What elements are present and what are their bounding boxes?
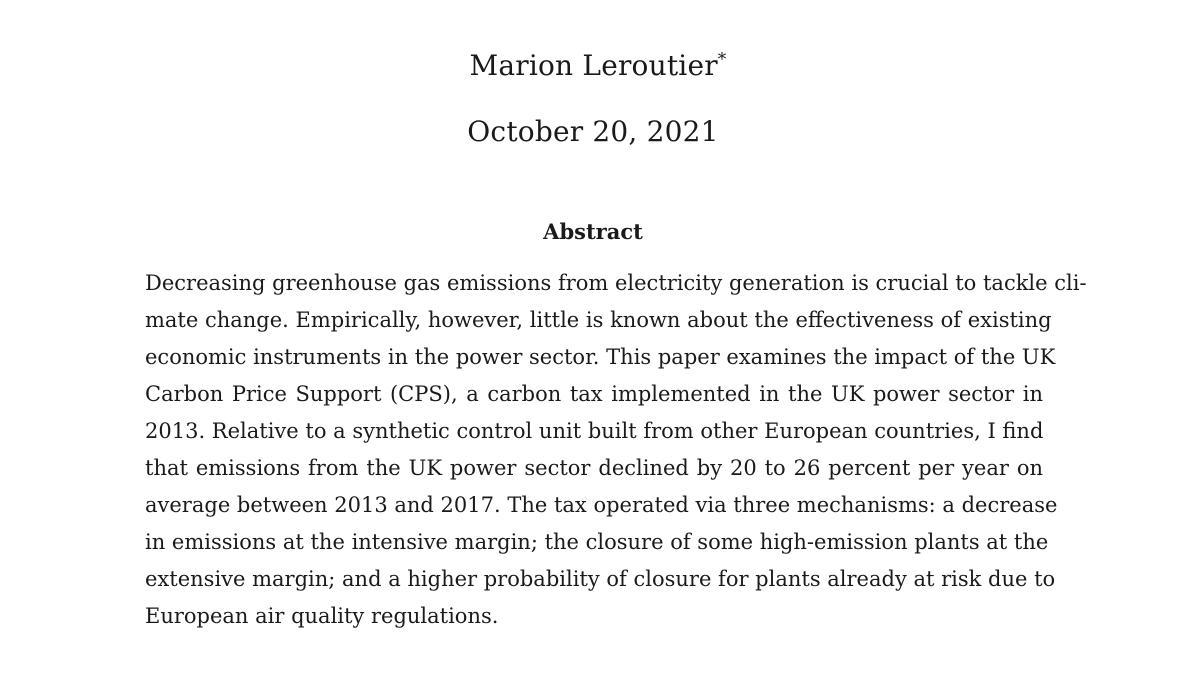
abstract-line: Decreasing greenhouse gas emissions from electricity generation is crucial to tackle cli- xyxy=(145,271,1087,295)
abstract-line: mate change. Empirically, however, little is known about the effectiveness of existing xyxy=(145,308,1052,332)
abstract-body xyxy=(145,265,1087,635)
abstract-line: that emissions from the UK power sector declined by 20 to 26 percent per year on xyxy=(145,456,1043,480)
author-line xyxy=(0,44,1196,88)
abstract-line: European air quality regulations. xyxy=(145,604,499,628)
abstract-line: 2013. Relative to a synthetic control unit built from other European countries, I find xyxy=(145,419,1044,443)
author-name: Marion Leroutier xyxy=(469,49,718,82)
abstract-heading: Abstract xyxy=(543,219,643,244)
abstract-line: economic instruments in the power sector. This paper examines the impact of the UK xyxy=(145,345,1056,369)
author-footnote-mark: * xyxy=(717,49,727,70)
abstract-line: extensive margin; and a higher probability of closure for plants already at risk due to xyxy=(145,567,1056,591)
abstract-line: average between 2013 and 2017. The tax operated via three mechanisms: a decrease xyxy=(145,493,1058,517)
abstract-line: in emissions at the intensive margin; the closure of some high-emission plants at the xyxy=(145,530,1049,554)
abstract-line: Carbon Price Support (CPS), a carbon tax implemented in the UK power sector in xyxy=(145,382,1043,406)
publication-date: October 20, 2021 xyxy=(467,115,719,148)
